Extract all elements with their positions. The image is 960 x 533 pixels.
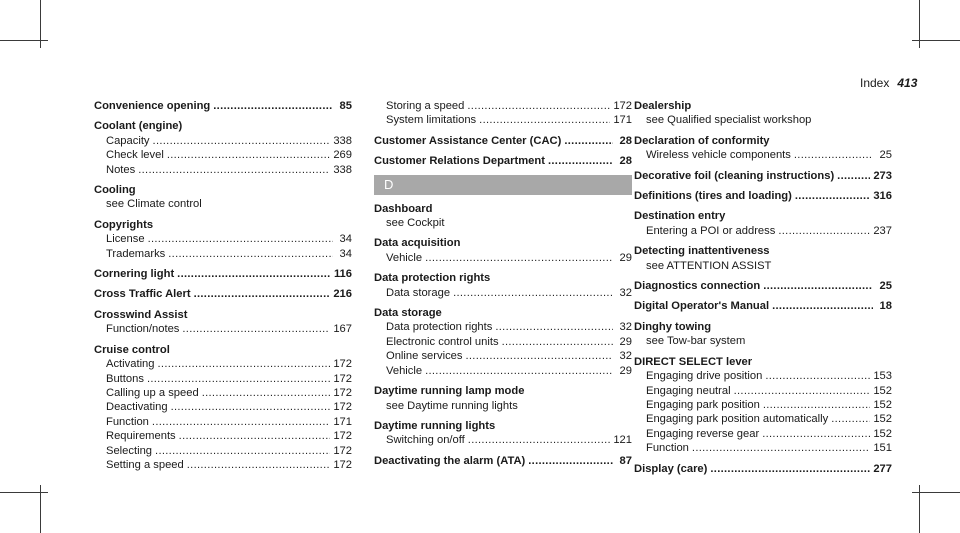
index-subentry[interactable]: [94, 148, 352, 162]
leader-dots: [138, 163, 330, 177]
page-ref: 171: [613, 114, 632, 127]
leader-dots: [152, 415, 330, 429]
leader-dots: [453, 286, 613, 300]
index-subentry-label: see Daytime running lights: [386, 399, 518, 412]
page-ref: 116: [333, 268, 352, 281]
index-subentry-label: Check level: [106, 149, 164, 162]
index-subentry-label: Deactivating: [106, 401, 168, 414]
index-subentry[interactable]: [634, 412, 892, 426]
page-ref: 34: [339, 233, 352, 246]
index-entry: [634, 169, 892, 183]
page-ref: 172: [333, 444, 352, 457]
crop-mark: [0, 40, 48, 41]
index-subentry[interactable]: [94, 163, 352, 177]
leader-dots: [179, 429, 331, 443]
index-heading-label: Data storage: [374, 307, 442, 320]
index-entry: [94, 218, 352, 261]
index-heading[interactable]: [634, 279, 892, 293]
leader-dots: [795, 189, 870, 203]
index-subentry[interactable]: [634, 224, 892, 238]
index-subentry[interactable]: [374, 320, 632, 334]
index-subentry-label: Entering a POI or address: [646, 224, 776, 237]
index-subentry-label: see Climate control: [106, 198, 202, 211]
page-ref: 172: [333, 430, 352, 443]
leader-dots: [425, 251, 613, 265]
page-ref: 172: [333, 458, 352, 471]
page-ref: 152: [873, 413, 892, 426]
index-subentry-label: Setting a speed: [106, 458, 184, 471]
index-heading-label: Display (care): [634, 462, 708, 475]
index-heading[interactable]: [94, 343, 352, 357]
index-subentry[interactable]: [94, 247, 352, 261]
page-ref: 85: [339, 100, 352, 112]
index-heading-label: Data protection rights: [374, 272, 491, 285]
index-heading-label: Cooling: [94, 184, 136, 197]
index-column-2: [374, 99, 632, 474]
leader-dots: [763, 398, 871, 412]
index-heading-label: Diagnostics connection: [634, 280, 761, 293]
index-subentry[interactable]: [94, 232, 352, 246]
index-heading[interactable]: [634, 462, 892, 476]
index-heading[interactable]: [374, 384, 632, 398]
index-entry: [94, 267, 352, 281]
index-entry: [374, 271, 632, 300]
page-ref: 152: [873, 427, 892, 440]
leader-dots: [548, 154, 613, 168]
index-heading-label: Cross Traffic Alert: [94, 288, 191, 301]
index-entry: [94, 183, 352, 212]
index-entry: [374, 454, 632, 468]
page-ref: 29: [619, 335, 632, 348]
leader-dots: [171, 400, 331, 414]
header-label: Index: [860, 76, 890, 90]
index-subentry[interactable]: [634, 259, 892, 273]
index-subentry-label: Function: [106, 415, 149, 428]
index-entry: [374, 154, 632, 168]
index-heading-label: Customer Assistance Center (CAC): [374, 134, 562, 147]
index-heading[interactable]: [374, 236, 632, 250]
index-heading-label: Definitions (tires and loading): [634, 190, 792, 203]
leader-dots: [772, 299, 873, 313]
index-subentry-label: Engaging reverse gear: [646, 427, 760, 440]
index-subentry-label: Engaging drive position: [646, 370, 763, 383]
index-subentry[interactable]: [634, 148, 892, 162]
page-ref: 172: [613, 100, 632, 112]
index-heading[interactable]: [634, 355, 892, 369]
leader-dots: [177, 267, 331, 281]
index-entry: [94, 287, 352, 301]
page-ref: 172: [333, 386, 352, 399]
index-subentry-label: Activating: [106, 358, 155, 371]
page-ref: 172: [333, 372, 352, 385]
leader-dots: [502, 335, 613, 349]
page-ref: 25: [879, 280, 892, 293]
index-subentry-label: License: [106, 233, 145, 246]
section-letter-heading: D: [374, 175, 632, 195]
index-subentry-label: see Cockpit: [386, 217, 445, 230]
page-ref: 151: [873, 442, 892, 455]
leader-dots: [495, 320, 613, 334]
index-subentry-label: Calling up a speed: [106, 386, 199, 399]
index-subentry[interactable]: [94, 357, 352, 371]
index-heading-label: DIRECT SELECT lever: [634, 355, 753, 368]
index-subentry[interactable]: [374, 99, 632, 113]
leader-dots: [158, 357, 331, 371]
index-subentry-label: Vehicle: [386, 251, 423, 264]
index-subentry[interactable]: [634, 441, 892, 455]
index-subentry-label: Online services: [386, 350, 463, 363]
leader-dots: [528, 454, 613, 468]
index-heading-label: Daytime running lights: [374, 419, 496, 432]
index-heading-label: Dinghy towing: [634, 320, 712, 333]
index-subentry-label: Capacity: [106, 134, 150, 147]
index-entry: [634, 320, 892, 349]
index-entry: [374, 134, 632, 148]
index-subentry[interactable]: [634, 384, 892, 398]
index-entry: [634, 134, 892, 163]
leader-dots: [155, 444, 330, 458]
page-ref: 32: [619, 350, 632, 363]
index-entry: [94, 343, 352, 473]
leader-dots: [762, 427, 870, 441]
page-ref: 167: [333, 323, 352, 336]
index-subentry-label: System limitations: [386, 114, 477, 127]
index-subentry-label: see Tow-bar system: [646, 335, 746, 348]
index-subentry[interactable]: [374, 335, 632, 349]
leader-dots: [710, 462, 870, 476]
index-heading[interactable]: [94, 218, 352, 232]
leader-dots: [213, 99, 333, 113]
index-heading-label: Digital Operator's Manual: [634, 300, 770, 313]
page-ref: 25: [879, 149, 892, 162]
index-entry: [374, 306, 632, 378]
leader-dots: [182, 322, 330, 336]
page-ref: 172: [333, 401, 352, 414]
leader-dots: [167, 148, 331, 162]
index-column-1: [94, 99, 352, 478]
index-entry: [634, 299, 892, 313]
index-heading[interactable]: [94, 267, 352, 281]
leader-dots: [425, 364, 613, 378]
leader-dots: [837, 169, 870, 183]
page-ref: 29: [619, 364, 632, 377]
index-subentry[interactable]: [374, 433, 632, 447]
index-heading[interactable]: [374, 134, 632, 148]
index-entry: [374, 202, 632, 231]
leader-dots: [168, 247, 333, 261]
index-heading[interactable]: [634, 189, 892, 203]
index-heading-label: Dashboard: [374, 202, 433, 215]
index-heading[interactable]: [634, 134, 892, 148]
page-ref: 121: [613, 434, 632, 447]
leader-dots: [763, 279, 873, 293]
index-subentry[interactable]: [374, 364, 632, 378]
index-heading[interactable]: [634, 209, 892, 223]
index-heading[interactable]: [374, 154, 632, 168]
index-subentry[interactable]: [94, 372, 352, 386]
index-subentry[interactable]: [374, 216, 632, 230]
leader-dots: [153, 134, 331, 148]
leader-dots: [194, 287, 331, 301]
index-heading[interactable]: [634, 244, 892, 258]
leader-dots: [765, 369, 870, 383]
index-subentry-label: Trademarks: [106, 247, 166, 260]
index-subentry[interactable]: [94, 197, 352, 211]
index-subentry[interactable]: [94, 400, 352, 414]
index-subentry-label: Switching on/off: [386, 434, 465, 447]
index-subentry[interactable]: [374, 349, 632, 363]
index-entry: [634, 189, 892, 203]
leader-dots: [794, 148, 873, 162]
index-heading-label: Declaration of conformity: [634, 134, 770, 147]
index-entry: [374, 384, 632, 413]
page-ref: 153: [873, 370, 892, 383]
index-subentry[interactable]: [94, 415, 352, 429]
index-heading-label: Deactivating the alarm (ATA): [374, 454, 526, 467]
index-subentry-label: Engaging park position: [646, 398, 760, 411]
leader-dots: [202, 386, 331, 400]
index-subentry-label: Engaging neutral: [646, 384, 731, 397]
index-subentry[interactable]: [94, 458, 352, 472]
index-subentry[interactable]: [94, 322, 352, 336]
page-ref: 28: [619, 155, 632, 168]
page-ref: 28: [619, 134, 632, 147]
index-subentry-label: Wireless vehicle components: [646, 149, 791, 162]
index-entry: [634, 355, 892, 456]
index-entry: [634, 279, 892, 293]
leader-dots: [564, 134, 613, 148]
index-heading-label: Dealership: [634, 100, 692, 112]
index-subentry[interactable]: [374, 399, 632, 413]
index-heading-label: Cruise control: [94, 343, 170, 356]
page-ref: 316: [873, 190, 892, 203]
page-ref: 171: [333, 415, 352, 428]
index-heading[interactable]: [94, 287, 352, 301]
index-entry: [374, 419, 632, 448]
index-column-3: [634, 99, 892, 482]
index-entry: [634, 209, 892, 238]
index-heading[interactable]: [374, 202, 632, 216]
index-subentry[interactable]: [374, 251, 632, 265]
index-subentry-label: Vehicle: [386, 364, 423, 377]
index-heading-label: Data acquisition: [374, 237, 461, 250]
index-entry: [94, 308, 352, 337]
index-heading-label: Detecting inattentiveness: [634, 245, 770, 258]
index-subentry-label: Function/notes: [106, 323, 180, 336]
page-ref: 273: [873, 169, 892, 182]
index-subentry[interactable]: [374, 286, 632, 300]
leader-dots: [734, 384, 871, 398]
index-subentry[interactable]: [94, 429, 352, 443]
index-entry: [374, 236, 632, 265]
page-ref: 32: [619, 286, 632, 299]
index-subentry-label: see ATTENTION ASSIST: [646, 259, 772, 272]
index-subentry[interactable]: [634, 334, 892, 348]
index-entry: [634, 462, 892, 476]
index-subentry-label: Function: [646, 442, 689, 455]
index-subentry[interactable]: [634, 369, 892, 383]
index-entry: [374, 99, 632, 128]
page-ref: 32: [619, 321, 632, 334]
page-ref: 18: [879, 300, 892, 313]
leader-dots: [692, 441, 870, 455]
page-ref: 152: [873, 398, 892, 411]
index-entry: [94, 119, 352, 177]
index-subentry[interactable]: [94, 134, 352, 148]
page-ref: 34: [339, 247, 352, 260]
index-heading[interactable]: [94, 308, 352, 322]
crop-mark: [912, 492, 960, 493]
index-entry: [634, 99, 892, 128]
index-heading[interactable]: [634, 99, 892, 113]
index-subentry-label: Storing a speed: [386, 100, 465, 112]
page-ref: 237: [873, 224, 892, 237]
index-heading-label: Convenience opening: [94, 100, 211, 112]
index-heading[interactable]: [634, 320, 892, 334]
page-number: 413: [897, 76, 918, 90]
page-ref: 152: [873, 384, 892, 397]
index-heading[interactable]: [94, 119, 352, 133]
leader-dots: [148, 232, 333, 246]
index-subentry[interactable]: [374, 113, 632, 127]
index-heading[interactable]: [94, 99, 352, 113]
index-heading[interactable]: [374, 419, 632, 433]
index-heading-label: Decorative foil (cleaning instructions): [634, 169, 835, 182]
index-subentry-label: see Qualified specialist workshop: [646, 114, 812, 127]
index-subentry[interactable]: [94, 444, 352, 458]
index-heading[interactable]: [634, 299, 892, 313]
index-entry: [634, 244, 892, 273]
index-subentry-label: Engaging park position automatically: [646, 413, 829, 426]
leader-dots: [479, 113, 610, 127]
index-heading-label: Cornering light: [94, 268, 175, 281]
index-subentry-label: Requirements: [106, 430, 176, 443]
index-heading-label: Coolant (engine): [94, 120, 183, 133]
page-ref: 338: [333, 163, 352, 176]
page-ref: 277: [873, 462, 892, 475]
index-heading-label: Daytime running lamp mode: [374, 385, 525, 398]
leader-dots: [147, 372, 330, 386]
page-ref: 172: [333, 358, 352, 371]
leader-dots: [187, 458, 331, 472]
page-ref: 338: [333, 134, 352, 147]
index-subentry[interactable]: [634, 113, 892, 127]
index-subentry[interactable]: [634, 427, 892, 441]
page-ref: 269: [333, 149, 352, 162]
index-heading[interactable]: [374, 271, 632, 285]
index-entry: [94, 99, 352, 113]
index-subentry-label: Data protection rights: [386, 321, 493, 334]
leader-dots: [468, 433, 611, 447]
index-subentry[interactable]: [634, 398, 892, 412]
page-ref: 29: [619, 251, 632, 264]
index-heading-label: Customer Relations Department: [374, 155, 545, 168]
crop-mark: [0, 492, 48, 493]
index-subentry-label: Notes: [106, 163, 136, 176]
page-ref: 87: [619, 454, 632, 467]
leader-dots: [778, 224, 870, 238]
index-heading[interactable]: [374, 306, 632, 320]
index-heading-label: Destination entry: [634, 210, 726, 223]
page-ref: 216: [333, 288, 352, 301]
leader-dots: [465, 349, 613, 363]
index-heading[interactable]: [374, 454, 632, 468]
index-subentry-label: Electronic control units: [386, 335, 499, 348]
crop-mark: [912, 40, 960, 41]
index-subentry-label: Buttons: [106, 372, 144, 385]
index-heading-label: Crosswind Assist: [94, 308, 188, 321]
leader-dots: [467, 99, 610, 113]
index-heading[interactable]: [634, 169, 892, 183]
page-header: [860, 76, 960, 90]
index-heading-label: Copyrights: [94, 218, 154, 231]
index-subentry[interactable]: [94, 386, 352, 400]
index-subentry-label: Data storage: [386, 286, 451, 299]
leader-dots: [831, 412, 870, 426]
index-heading[interactable]: [94, 183, 352, 197]
index-subentry-label: Selecting: [106, 444, 153, 457]
